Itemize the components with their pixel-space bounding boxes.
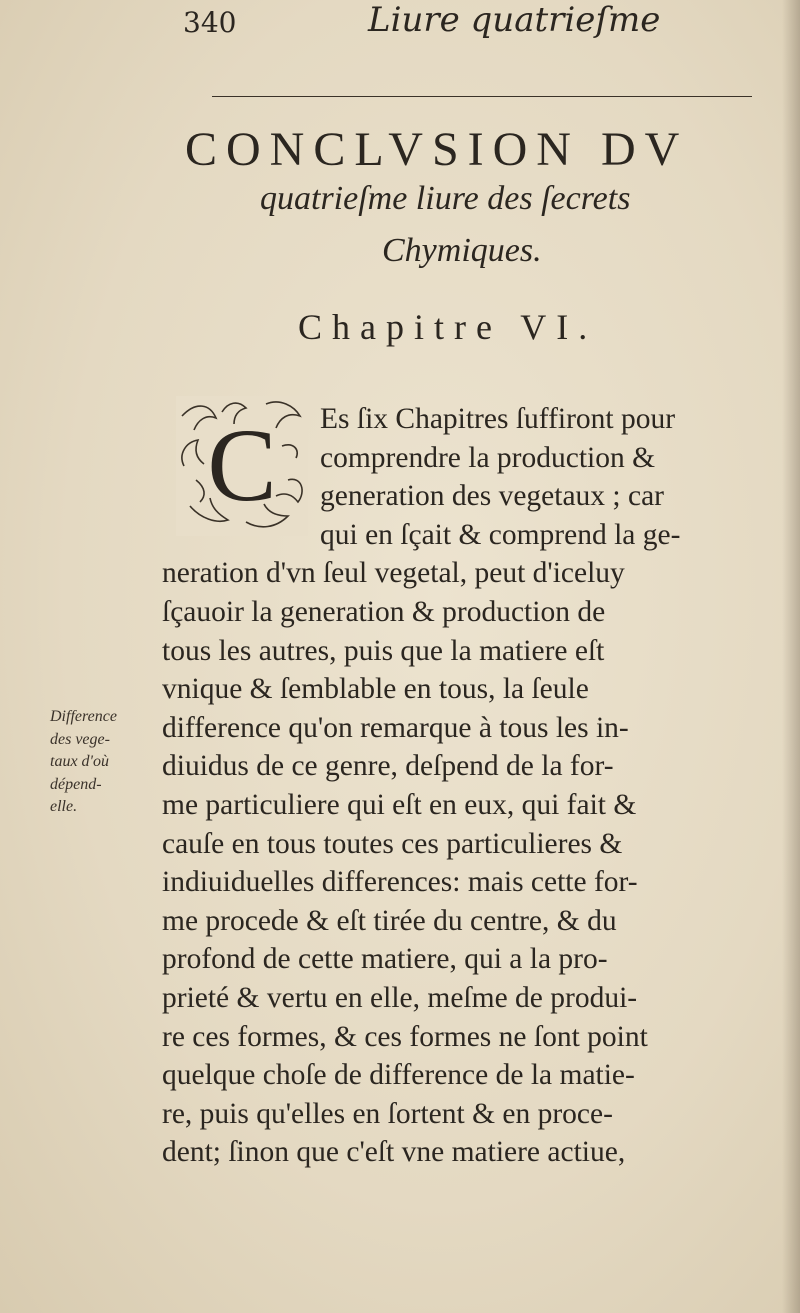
page-number: 340 [183, 6, 237, 39]
text-line: cauſe en tous toutes ces particulieres & [162, 827, 623, 860]
text-line: qui en ſçait & comprend la ge- [320, 518, 681, 551]
margin-note-line: dépend- [50, 775, 102, 793]
section-subtitle-line-1: quatrieſme liure des ſecrets [260, 180, 631, 217]
text-line: diuidus de ce genre, deſpend de la for- [162, 750, 614, 783]
text-line: tous les autres, puis que la matiere eſt [162, 634, 605, 667]
text-line: profond de cette matiere, qui a la pro- [162, 943, 608, 976]
header-rule [212, 96, 752, 97]
text-line: Es ſix Chapitres ſuffiront pour [320, 403, 676, 435]
page-gutter-shadow [782, 0, 800, 1313]
margin-note-line: elle. [50, 798, 78, 815]
chapter-heading: Chapitre VI. [298, 307, 598, 347]
initial-glyph: C [207, 408, 277, 523]
text-line: vnique & ſemblable en tous, la ſeule [162, 673, 589, 706]
margin-note [50, 706, 162, 819]
margin-note-line: taux d'où [50, 753, 109, 770]
text-line: generation des vegetaux ; car [320, 480, 665, 513]
text-line: me particuliere qui eſt en eux, qui fait & [162, 788, 637, 821]
margin-note-line: des vege- [50, 730, 110, 748]
margin-note-line: Difference [50, 708, 117, 725]
text-line: ſçauoir la generation & production de [162, 595, 606, 628]
text-line: re ces formes, & ces formes ne ſont point [162, 1020, 648, 1053]
section-title: CONCLVSION DV [185, 123, 689, 176]
running-title: Liure quatrieſme [368, 0, 661, 40]
text-line: comprendre la production & [320, 441, 656, 474]
text-line: neration d'vn ſeul vegetal, peut d'iceluy [162, 557, 625, 590]
text-line: re, puis qu'elles en ſortent & en proce- [162, 1097, 613, 1130]
text-line: indiuiduelles differences: mais cette for- [162, 866, 638, 899]
text-line: prieté & vertu en elle, meſme de produi- [162, 981, 638, 1014]
body-text [162, 400, 782, 1172]
page-header [0, 0, 800, 60]
text-line: difference qu'on remarque à tous les in- [162, 711, 629, 744]
text-line: dent; ſinon que c'eſt vne matiere actiue, [162, 1136, 626, 1169]
text-line: me procede & eſt tirée du centre, & du [162, 904, 617, 937]
text-line: quelque choſe de difference de la matie- [162, 1059, 635, 1092]
section-subtitle-line-2: Chymiques. [382, 232, 542, 269]
